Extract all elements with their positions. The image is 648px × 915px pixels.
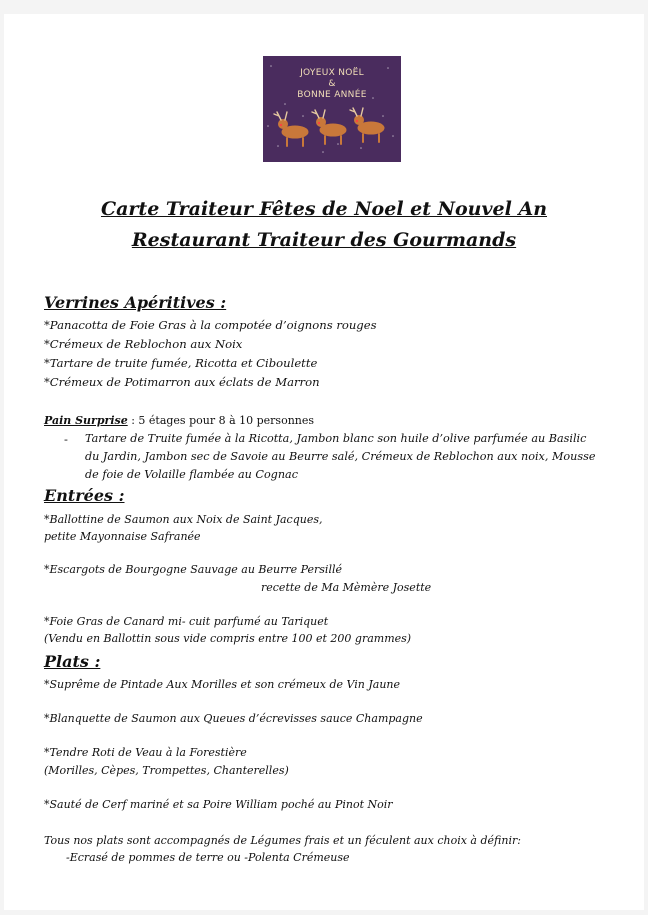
reindeer-icon <box>312 110 346 144</box>
page-title-line-1: Carte Traiteur Fêtes de Noel et Nouvel An <box>100 198 548 220</box>
entrees-heading: Entrées : <box>44 486 125 505</box>
pain-surprise-label: Pain Surprise <box>44 414 128 427</box>
entree-line: petite Mayonnaise Safranée <box>44 530 201 543</box>
reindeer-icon <box>274 112 308 146</box>
entree-line: recette de Ma Mèmère Josette <box>261 581 432 594</box>
pain-desc-line: Tartare de Truite fumée à la Ricotta, Jambon blanc son huile d’olive parfumée au Basilic <box>85 432 587 445</box>
pain-surprise-desc: : 5 étages pour 8 à 10 personnes <box>127 414 315 427</box>
banner-line-2: & <box>328 79 336 89</box>
accompaniment-note: Tous nos plats sont accompagnés de Légumes frais et un féculent aux choix à définir: <box>44 834 521 847</box>
pain-surprise-line <box>44 414 314 427</box>
plat-line: *Tendre Roti de Veau à la Forestière <box>44 746 247 759</box>
entree-line: (Vendu en Ballottin sous vide compris entre 100 et 200 grammes) <box>44 632 412 645</box>
verrine-item: *Crémeux de Reblochon aux Noix <box>44 337 243 351</box>
plats-heading: Plats : <box>44 652 101 671</box>
reindeer-illustration <box>263 56 401 162</box>
banner-line-3: BONNE ANNÉE <box>297 90 367 100</box>
page-title-line-2: Restaurant Traiteur des Gourmands <box>131 229 517 251</box>
pain-bullet: - <box>64 432 68 446</box>
plat-line: *Suprême de Pintade Aux Morilles et son crémeux de Vin Jaune <box>44 678 400 691</box>
pain-desc-line: du Jardin, Jambon sec de Savoie au Beurre salé, Crémeux de Reblochon aux noix, Mousse <box>85 450 596 463</box>
entree-line: *Escargots de Bourgogne Sauvage au Beurre Persillé <box>44 563 342 576</box>
reindeer-icon <box>350 108 384 142</box>
plat-line: *Blanquette de Saumon aux Queues d’écrevisses sauce Champagne <box>44 712 423 725</box>
entree-line: *Foie Gras de Canard mi- cuit parfumé au Tariquet <box>44 615 329 628</box>
verrine-item: *Panacotta de Foie Gras à la compotée d’oignons rouges <box>44 318 377 332</box>
entree-line: *Ballottine de Saumon aux Noix de Saint Jacques, <box>44 513 323 526</box>
plat-line: (Morilles, Cèpes, Trompettes, Chanterelles) <box>44 764 289 777</box>
verrine-item: *Tartare de truite fumée, Ricotta et Ciboulette <box>44 356 318 370</box>
pain-desc-line: de foie de Volaille flambée au Cognac <box>85 468 298 481</box>
accompaniment-options: -Ecrasé de pommes de terre ou -Polenta Crémeuse <box>66 851 350 864</box>
christmas-banner-image <box>263 56 401 162</box>
verrine-item: *Crémeux de Potimarron aux éclats de Marron <box>44 375 320 389</box>
plat-line: *Sauté de Cerf mariné et sa Poire William poché au Pinot Noir <box>44 798 393 811</box>
banner-line-1: JOYEUX NOËL <box>300 68 364 78</box>
verrines-heading: Verrines Apéritives : <box>44 293 227 312</box>
